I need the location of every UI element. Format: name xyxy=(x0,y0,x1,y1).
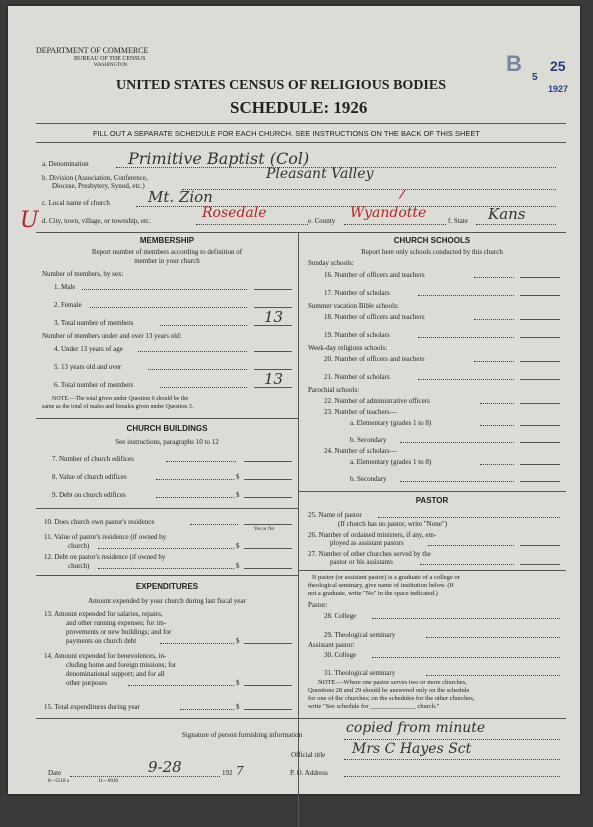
q1-leader xyxy=(82,289,247,290)
q14-label-4: other purposes xyxy=(66,679,108,687)
county-label: e. County xyxy=(308,217,336,225)
q13-answer-line[interactable] xyxy=(244,643,292,644)
pastor-note-1: NOTE.—Where one pastor serves two or more churches, xyxy=(318,679,467,686)
sunday-heading: Sunday schools: xyxy=(308,259,354,267)
divider xyxy=(298,570,566,571)
q19-label: 19. Number of scholars xyxy=(324,331,390,339)
q13-label-3: provements or new buildings; and for xyxy=(66,628,172,636)
q27-label: 27. Number of other churches served by the xyxy=(308,550,431,558)
q25-label: 25. Name of pastor xyxy=(308,511,362,519)
pastor-sublabel: Pastor: xyxy=(308,601,328,609)
q25-note: (If church has no pastor, write "None") xyxy=(338,520,448,528)
asst-pastor-sublabel: Assistant pastor: xyxy=(308,641,355,649)
division-label: b. Division (Association, Conference, xyxy=(42,174,148,182)
date-year-prefix: 192 xyxy=(222,769,233,777)
q11-label-2: church) xyxy=(68,542,90,550)
graduate-instr-3: not a graduate, write "No" in the space indicated.) xyxy=(308,590,438,597)
pastor-note-2: Questions 28 and 29 should be answered only on the schedule xyxy=(308,687,470,694)
q7-answer-line[interactable] xyxy=(244,461,292,462)
bureau-name: BUREAU OF THE CENSUS xyxy=(74,56,146,62)
buildings-sub: See instructions, paragraphs 10 to 12 xyxy=(115,438,219,446)
q7-leader xyxy=(166,461,236,462)
bureau-city: WASHINGTON xyxy=(94,63,128,68)
divider xyxy=(298,491,566,492)
official-title-line xyxy=(344,759,560,760)
official-title-value[interactable]: Mrs C Hayes Sct xyxy=(352,741,472,757)
divider xyxy=(36,575,298,576)
q17-answer-line[interactable] xyxy=(520,295,560,296)
q6-leader xyxy=(160,387,247,388)
form-schedule-year: SCHEDULE: 1926 xyxy=(230,98,368,117)
q16-answer-line[interactable] xyxy=(520,277,560,278)
q21-label: 21. Number of scholars xyxy=(324,373,390,381)
margin-mark: U xyxy=(20,208,39,233)
membership-sub2: member in your church xyxy=(134,257,200,265)
membership-title: MEMBERSHIP xyxy=(139,236,195,245)
date-label: Date xyxy=(48,769,62,777)
city-line xyxy=(196,224,308,225)
division-line xyxy=(182,189,556,190)
q4-leader xyxy=(138,351,247,352)
q9-answer-line[interactable] xyxy=(244,497,292,498)
divider xyxy=(36,508,298,509)
q10-label: 10. Does church own pastor's residence xyxy=(44,518,155,526)
county-line xyxy=(344,224,446,225)
q22-leader xyxy=(480,403,514,404)
q22-label: 22. Number of administrative officers xyxy=(324,397,430,405)
q10-leader xyxy=(190,524,238,525)
q12-label: 12. Debt on pastor's residence (if owned by xyxy=(44,553,166,561)
q5-label: 5. 13 years old and over xyxy=(54,363,122,371)
q3-value[interactable]: 13 xyxy=(264,308,284,326)
official-title-label: Official title xyxy=(291,751,326,759)
q11-leader xyxy=(98,548,234,549)
q23b-leader xyxy=(400,442,514,443)
q14-label: 14. Amount expended for benevolences, in- xyxy=(44,652,167,660)
q10-answer-line[interactable] xyxy=(244,524,292,525)
q23a-answer-line[interactable] xyxy=(520,425,560,426)
q12-leader xyxy=(98,568,234,569)
divider xyxy=(36,718,566,719)
q14-label-2: cluding home and foreign missions; for xyxy=(66,661,177,669)
q24a-label: a. Elementary (grades 1 to 8) xyxy=(350,458,432,466)
county-value[interactable]: Wyandotte xyxy=(350,205,427,221)
q5-leader xyxy=(148,369,247,370)
q3-leader xyxy=(160,325,247,326)
pastor-note-4: write "See schedule for ______________ church." xyxy=(308,703,440,710)
q12-dollar: $ xyxy=(236,562,240,570)
q30-answer-line[interactable] xyxy=(372,657,560,658)
q23b-label: b. Secondary xyxy=(350,436,387,444)
q8-label: 8. Value of church edifices xyxy=(52,473,127,481)
q19-leader xyxy=(418,337,514,338)
po-address-line[interactable] xyxy=(344,776,560,777)
q21-answer-line[interactable] xyxy=(520,379,560,380)
q25-answer-line[interactable] xyxy=(378,517,560,518)
graduate-instr-2: theological seminary, give name of institution below. (If xyxy=(308,582,454,589)
q24b-answer-line[interactable] xyxy=(520,481,560,482)
q13-label-2: and other running expenses; for im- xyxy=(66,619,167,627)
q26-leader xyxy=(428,545,514,546)
q13-label: 13. Amount expended for salaries, repairs, xyxy=(44,610,163,618)
state-line xyxy=(476,224,556,225)
q31-label: 31. Theological seminary xyxy=(324,669,396,677)
date-value[interactable]: 9-28 xyxy=(148,758,182,776)
department-name: DEPARTMENT OF COMMERCE xyxy=(36,46,149,55)
graduate-instr-1: If pastor (or assistant pastor) is a graduate of a college or xyxy=(312,574,460,581)
po-address-label: P. O. Address xyxy=(290,769,328,777)
denomination-value[interactable]: Primitive Baptist (Col) xyxy=(128,149,310,168)
q26-answer-line[interactable] xyxy=(520,545,560,546)
q12-answer-line[interactable] xyxy=(244,568,292,569)
pastor-note-3: for one of the churches; on the schedules for the other churches, xyxy=(308,695,475,702)
q2-leader xyxy=(90,307,247,308)
church-name-value[interactable]: Mt. Zion xyxy=(148,188,213,206)
signature-line xyxy=(344,739,560,740)
divider xyxy=(36,142,566,143)
q15-dollar: $ xyxy=(236,703,240,711)
stamp-letter: B xyxy=(506,51,522,76)
q8-dollar: $ xyxy=(236,473,240,481)
q23b-answer-line[interactable] xyxy=(520,442,560,443)
q15-label: 15. Total expenditures during year xyxy=(44,703,140,711)
q14-label-3: denominational support; and for all xyxy=(66,670,165,678)
q1-label: 1. Male xyxy=(54,283,76,291)
q18-leader xyxy=(474,319,514,320)
city-label: d. City, town, village, or township, etc. xyxy=(42,217,151,225)
membership-note-2: same as the total of males and females given under Question 3. xyxy=(42,404,194,410)
q11-dollar: $ xyxy=(236,542,240,550)
signature-value[interactable]: copied from minute xyxy=(346,720,486,736)
stamp-day: 5 xyxy=(532,72,538,83)
schools-title: CHURCH SCHOOLS xyxy=(393,236,471,245)
denomination-label: a. Denomination xyxy=(42,160,89,168)
signature-label: Signature of person furnishing information xyxy=(182,731,303,739)
state-value[interactable]: Kans xyxy=(488,205,526,223)
q20-label: 20. Number of officers and teachers xyxy=(324,355,425,363)
q24a-leader xyxy=(480,464,514,465)
q14-dollar: $ xyxy=(236,679,240,687)
q24b-leader xyxy=(400,481,514,482)
q13-leader xyxy=(160,643,234,644)
q27-label-2: pastor or his assistants xyxy=(330,558,393,566)
q23-label: 23. Number of teachers— xyxy=(324,408,397,416)
q14-answer-line[interactable] xyxy=(244,685,292,686)
date-year-value[interactable]: 7 xyxy=(236,764,244,778)
q27-leader xyxy=(420,564,514,565)
age-heading: Number of members under and over 13 years old: xyxy=(42,332,182,340)
by-sex-heading: Number of members, by sex: xyxy=(42,270,124,278)
stamp-number: 25 xyxy=(550,58,566,74)
q23a-leader xyxy=(480,425,514,426)
divider xyxy=(36,123,566,124)
q29-label: 29. Theological seminary xyxy=(324,631,396,639)
city-value[interactable]: Rosedale xyxy=(202,205,267,221)
stamp-year: 1927 xyxy=(548,84,569,94)
q4-answer-line[interactable] xyxy=(254,351,292,352)
q16-leader xyxy=(474,277,514,278)
q6-value[interactable]: 13 xyxy=(264,370,284,388)
pastor-title: PASTOR xyxy=(415,496,449,505)
q13-dollar: $ xyxy=(236,637,240,645)
q15-leader xyxy=(180,709,234,710)
q1-answer-line[interactable] xyxy=(254,289,292,290)
membership-sub1: Report number of members according to definition of xyxy=(91,248,243,256)
q20-answer-line[interactable] xyxy=(520,361,560,362)
q26-label-2: ployed as assistant pastors xyxy=(330,539,404,547)
q16-label: 16. Number of officers and teachers xyxy=(324,271,425,279)
form-number-2: 11—9018 xyxy=(98,779,118,784)
q18-answer-line[interactable] xyxy=(520,319,560,320)
membership-note-1: NOTE.—The total given under Question 6 should be the xyxy=(52,396,189,402)
q9-label: 9. Debt on church edifices xyxy=(52,491,126,499)
division-value[interactable]: Pleasant Valley xyxy=(266,166,374,182)
parochial-heading: Parochial schools: xyxy=(308,386,360,394)
yes-no-hint: Yes or No xyxy=(254,527,275,532)
summer-heading: Summer vacation Bible schools: xyxy=(308,302,399,310)
q7-label: 7. Number of church edifices xyxy=(52,455,134,463)
q31-answer-line[interactable] xyxy=(426,675,560,676)
form-title: UNITED STATES CENSUS OF RELIGIOUS BODIES xyxy=(116,78,447,93)
q24-label: 24. Number of scholars— xyxy=(324,447,397,455)
q9-leader xyxy=(156,497,234,498)
q24b-label: b. Secondary xyxy=(350,475,387,483)
q4-label: 4. Under 13 years of age xyxy=(54,345,123,353)
instruction-line: FILL OUT A SEPARATE SCHEDULE FOR EACH CHURCH. SEE INSTRUCTIONS ON THE BACK OF THIS SHEET xyxy=(93,129,481,138)
buildings-title: CHURCH BUILDINGS xyxy=(126,424,208,433)
q27-answer-line[interactable] xyxy=(520,564,560,565)
church-name-label: c. Local name of church xyxy=(42,199,110,207)
q11-label: 11. Value of pastor's residence (if owned by xyxy=(44,533,167,541)
divider xyxy=(36,232,566,233)
q20-leader xyxy=(474,361,514,362)
q8-leader xyxy=(156,479,234,480)
q13-label-4: payments on church debt xyxy=(66,637,137,645)
q19-answer-line[interactable] xyxy=(520,337,560,338)
q11-answer-line[interactable] xyxy=(244,548,292,549)
division-label-2: Diocese, Presbytery, Synod, etc.) xyxy=(52,182,145,190)
q23a-label: a. Elementary (grades 1 to 8) xyxy=(350,419,432,427)
q30-label: 30. College xyxy=(324,651,357,659)
q22-answer-line[interactable] xyxy=(520,403,560,404)
q28-label: 28. College xyxy=(324,612,357,620)
q8-answer-line[interactable] xyxy=(244,479,292,480)
q6-label: 6. Total number of members xyxy=(54,381,134,389)
census-schedule-sheet xyxy=(8,6,580,794)
q17-leader xyxy=(418,295,514,296)
red-check-mark: / xyxy=(398,185,407,204)
q9-dollar: $ xyxy=(236,491,240,499)
q2-label: 2. Female xyxy=(54,301,82,309)
expenditures-title: EXPENDITURES xyxy=(135,582,199,591)
date-line xyxy=(70,776,220,777)
q3-label: 3. Total number of members xyxy=(54,319,134,327)
q28-answer-line[interactable] xyxy=(372,618,560,619)
q15-answer-line[interactable] xyxy=(244,709,292,710)
q29-answer-line[interactable] xyxy=(426,637,560,638)
q17-label: 17. Number of scholars xyxy=(324,289,390,297)
q26-label: 26. Number of ordained ministers, if any, em- xyxy=(308,531,437,539)
state-label: f. State xyxy=(448,217,468,225)
q12-label-2: church) xyxy=(68,562,90,570)
q18-label: 18. Number of officers and teachers xyxy=(324,313,425,321)
q14-leader xyxy=(128,685,234,686)
expenditures-sub: Amount expended by your church during last fiscal year xyxy=(88,597,246,605)
schools-sub: Report here only schools conducted by this church xyxy=(361,248,503,256)
form-number: 8—5518 a xyxy=(48,779,69,784)
q24a-answer-line[interactable] xyxy=(520,464,560,465)
divider xyxy=(36,418,298,419)
q21-leader xyxy=(418,379,514,380)
weekday-heading: Week-day religious schools: xyxy=(308,344,388,352)
